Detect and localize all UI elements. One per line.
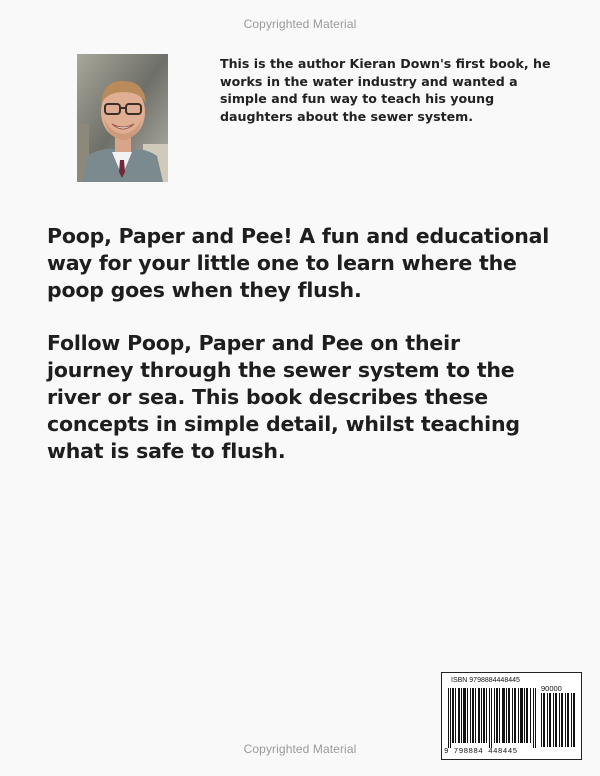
- copyright-watermark-top: Copyrighted Material: [243, 17, 357, 31]
- blurb-paragraph-2: Follow Poop, Paper and Pee on their journey through the sewer system to the river or sea. This book describes these concepts in simple detail, whilst teaching what is safe to flush.: [47, 331, 520, 463]
- price-barcode-icon: [541, 693, 577, 747]
- barcode-icon: [448, 688, 538, 748]
- author-portrait-icon: [77, 54, 168, 182]
- isbn-label: ISBN 9798884448445: [451, 677, 520, 684]
- author-photo: [77, 54, 168, 182]
- price-code: 90000: [541, 684, 562, 693]
- barcode-digits: 9 798884 448445: [444, 748, 518, 756]
- copyright-watermark-bottom: Copyrighted Material: [243, 742, 357, 756]
- author-bio: This is the author Kieran Down's first book, he works in the water industry and wanted a simple and fun way to teach his young daughters about the sewer system.: [220, 56, 551, 124]
- blurb-paragraph-1: Poop, Paper and Pee! A fun and educational way for your little one to learn where the poop goes when they flush.: [47, 224, 550, 302]
